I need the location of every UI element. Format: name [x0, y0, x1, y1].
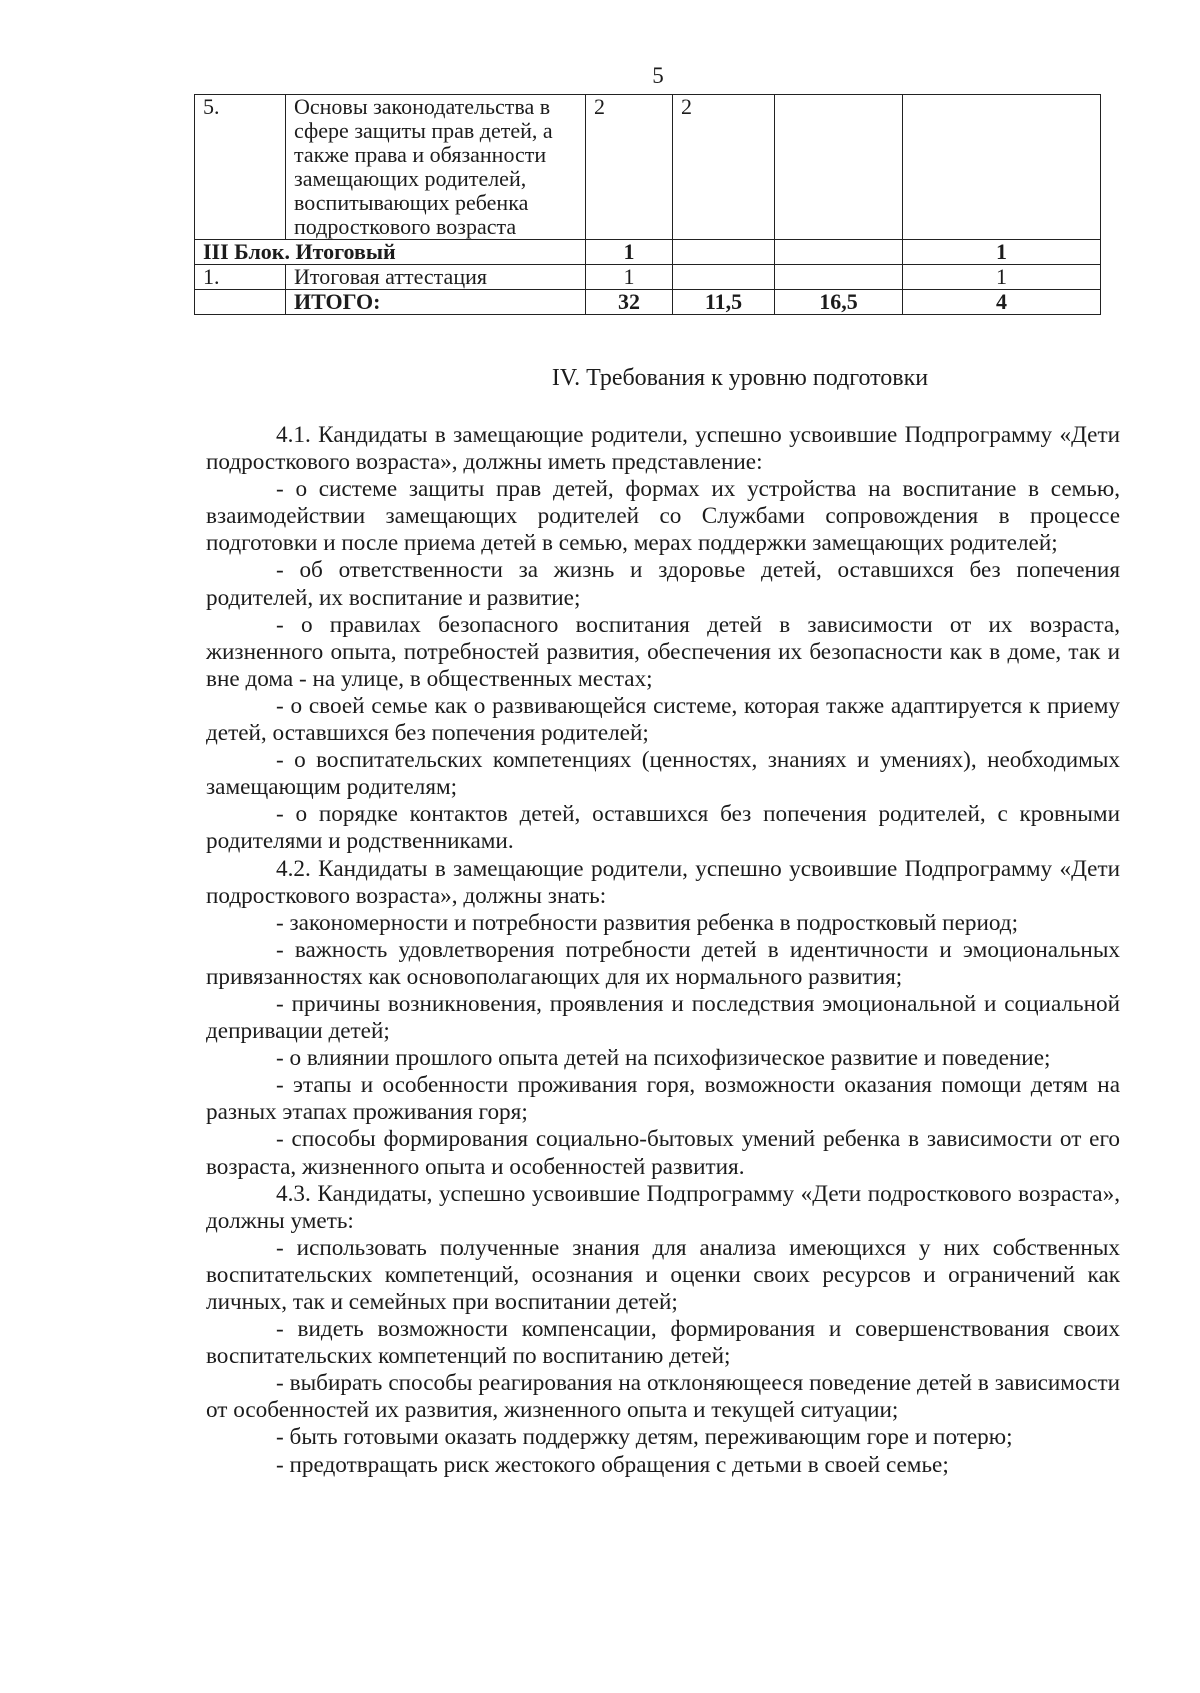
list-item: - способы формирования социально-бытовых умений ребенка в зависимости от его возраста, жизненного опыта и особенностей развития. [206, 1126, 1120, 1180]
hours-total: 32 [586, 290, 673, 315]
block-title: III Блок. Итоговый [195, 240, 586, 265]
requirements-text [206, 422, 1120, 1479]
topic-title: Основы законодательства в сфере защиты прав детей, а также права и обязанности замещающих родителей, воспитывающих ребенка подросткового возраста [286, 95, 586, 240]
list-item: - о воспитательских компетенциях (ценностях, знаниях и умениях), необходимых замещающим родителям; [206, 747, 1120, 801]
list-item: - о порядке контактов детей, оставшихся без попечения родителей, с кровными родителями и родственниками. [206, 801, 1120, 855]
section-heading: IV. Требования к уровню подготовки [551, 365, 929, 391]
list-item: - видеть возможности компенсации, формирования и совершенствования своих воспитательских компетенций по воспитанию детей; [206, 1316, 1120, 1370]
list-item: - о влиянии прошлого опыта детей на психофизическое развитие и поведение; [276, 1045, 1051, 1072]
paragraph: 4.1. Кандидаты в замещающие родители, успешно усвоившие Подпрограмму «Дети подросткового возраста», должны иметь представление: [206, 422, 1120, 476]
hours-practice [775, 265, 903, 290]
hours-total: 2 [586, 95, 673, 240]
paragraph: 4.2. Кандидаты в замещающие родители, успешно усвоившие Подпрограмму «Дети подросткового возраста», должны знать: [206, 855, 1120, 909]
list-item: - предотвращать риск жестокого обращения с детьми в своей семье; [276, 1451, 949, 1478]
row-number: 1. [195, 265, 286, 290]
hours-total: 1 [586, 240, 673, 265]
hours-practice [775, 95, 903, 240]
table-row [195, 265, 1101, 290]
hours-assessment [903, 95, 1101, 240]
hours-theory [673, 240, 775, 265]
paragraph: 4.3. Кандидаты, успешно усвоившие Подпрограмму «Дети подросткового возраста», должны уметь: [206, 1180, 1120, 1234]
topic-title: Итоговая аттестация [286, 265, 586, 290]
hours-assessment: 4 [903, 290, 1101, 315]
hours-assessment: 1 [903, 265, 1101, 290]
curriculum-table [194, 94, 1101, 315]
hours-practice [775, 240, 903, 265]
list-item: - о правилах безопасного воспитания детей в зависимости от их возраста, жизненного опыта, потребностей развития, обеспечения их безопасности как в доме, так и вне дома - на улице, в общественных местах; [206, 611, 1120, 692]
list-item: - о системе защиты прав детей, формах их устройства на воспитание в семью, взаимодействии замещающих родителей со Службами сопровождения в процессе подготовки и после приема детей в семью, мерах поддержки замещающих родителей; [206, 476, 1120, 557]
page-number: 5 [652, 63, 664, 88]
row-number: 5. [195, 95, 286, 240]
list-item: - закономерности и потребности развития ребенка в подростковый период; [276, 909, 1019, 936]
hours-assessment: 1 [903, 240, 1101, 265]
hours-practice: 16,5 [775, 290, 903, 315]
total-label: ИТОГО: [286, 290, 586, 315]
row-number [195, 290, 286, 315]
list-item: - важность удовлетворения потребности детей в идентичности и эмоциональных привязанностях как основополагающих для их нормального развития; [206, 936, 1120, 990]
list-item: - этапы и особенности проживания горя, возможности оказания помощи детям на разных этапах проживания горя; [206, 1072, 1120, 1126]
hours-theory: 11,5 [673, 290, 775, 315]
list-item: - выбирать способы реагирования на отклоняющееся поведение детей в зависимости от особенностей их развития, жизненного опыта и текущей ситуации; [206, 1370, 1120, 1424]
table-row-block [195, 240, 1101, 265]
hours-total: 1 [586, 265, 673, 290]
table-row [195, 95, 1101, 240]
list-item: - причины возникновения, проявления и последствия эмоциональной и социальной депривации детей; [206, 990, 1120, 1045]
list-item: - использовать полученные знания для анализа имеющихся у них собственных воспитательских компетенций, осознания и оценки своих ресурсов и ограничений как личных, так и семейных при воспитании детей; [206, 1234, 1120, 1315]
list-item: - об ответственности за жизнь и здоровье детей, оставшихся без попечения родителей, их воспитание и развитие; [206, 557, 1120, 611]
table-row-total [195, 290, 1101, 315]
list-item: - быть готовыми оказать поддержку детям, переживающим горе и потерю; [276, 1424, 1013, 1451]
list-item: - о своей семье как о развивающейся системе, которая также адаптируется к приему детей, оставшихся без попечения родителей; [206, 692, 1120, 747]
hours-theory: 2 [673, 95, 775, 240]
hours-theory [673, 265, 775, 290]
